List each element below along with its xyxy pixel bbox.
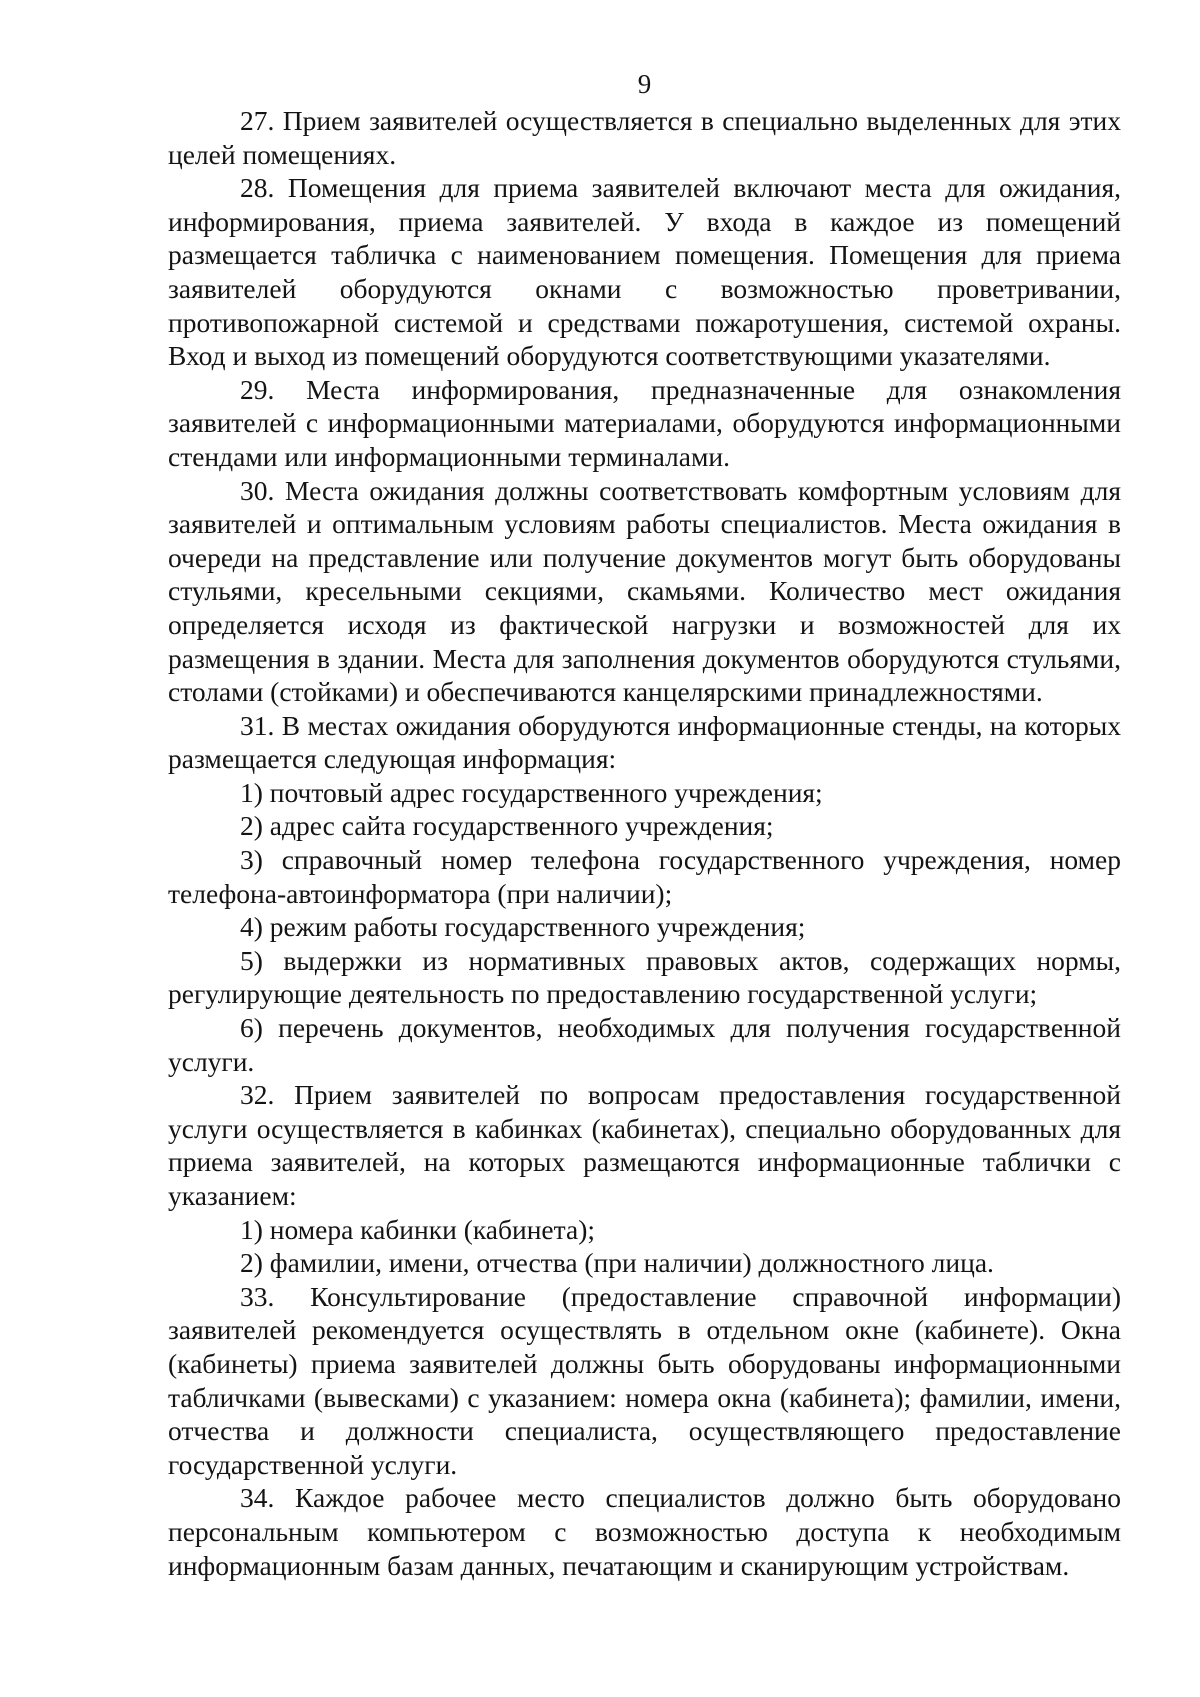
document-page [168, 68, 1121, 1582]
paragraph-32-item-1: 1) номера кабинки (кабинета); [240, 1213, 595, 1245]
paragraph-31-item-4: 4) режим работы государственного учреждения; [240, 911, 806, 943]
paragraph-28: 28. Помещения для приема заявителей включают места для ожидания, информирования, приема заявителей. У входа в каждое из помещений размещается табличка с наименованием помещения. Помещения для приема заявителей оборудуются окнами с возможностью проветривании, противопожарной системой и средствами пожаротушения, системой охраны. Вход и выход из помещений оборудуются соответствующими указателями. [168, 172, 1121, 372]
paragraph-31-item-6: 6) перечень документов, необходимых для получения государственной услуги. [168, 1012, 1121, 1077]
paragraph-32: 32. Прием заявителей по вопросам предоставления государственной услуги осуществляется в кабинках (кабинетах), специально оборудованных для приема заявителей, на которых размещаются информационные таблички с указанием: [168, 1079, 1121, 1211]
paragraph-31-item-2: 2) адрес сайта государственного учреждения; [240, 810, 774, 842]
paragraph-27: 27. Прием заявителей осуществляется в специально выделенных для этих целей помещениях. [168, 105, 1121, 170]
paragraph-33: 33. Консультирование (предоставление справочной информации) заявителей рекомендуется осуществлять в отдельном окне (кабинете). Окна (кабинеты) приема заявителей должны быть оборудованы информационными табличками (вывесками) с указанием: номера окна (кабинета); фамилии, имени, отчества и должности специалиста, осуществляющего предоставление государственной услуги. [168, 1280, 1121, 1480]
paragraph-31-item-3: 3) справочный номер телефона государственного учреждения, номер телефона-автоинформатора (при наличии); [168, 844, 1121, 909]
paragraph-30: 30. Места ожидания должны соответствовать комфортным условиям для заявителей и оптимальным условиям работы специалистов. Места ожидания в очереди на представление или получение документов могут быть оборудованы стульями, кресельными секциями, скамьями. Количество мест ожидания определяется исходя из фактической нагрузки и возможностей для их размещения в здании. Места для заполнения документов оборудуются стульями, столами (стойками) и обеспечиваются канцелярскими принадлежностями. [168, 474, 1121, 708]
paragraph-34: 34. Каждое рабочее место специалистов должно быть оборудовано персональным компьютером с возможностью доступа к необходимым информационным базам данных, печатающим и сканирующим устройствам. [168, 1482, 1121, 1581]
paragraph-31-item-1: 1) почтовый адрес государственного учреждения; [240, 776, 823, 808]
page-number: 9 [637, 69, 652, 99]
paragraph-32-item-2: 2) фамилии, имени, отчества (при наличии) должностного лица. [240, 1247, 994, 1279]
paragraph-31: 31. В местах ожидания оборудуются информационные стенды, на которых размещается следующая информация: [168, 709, 1121, 775]
paragraph-31-item-5: 5) выдержки из нормативных правовых актов, содержащих нормы, регулирующие деятельность по предоставлению государственной услуги; [168, 944, 1121, 1010]
paragraph-29: 29. Места информирования, предназначенные для ознакомления заявителей с информационными материалами, оборудуются информационными стендами или информационными терминалами. [168, 373, 1121, 472]
